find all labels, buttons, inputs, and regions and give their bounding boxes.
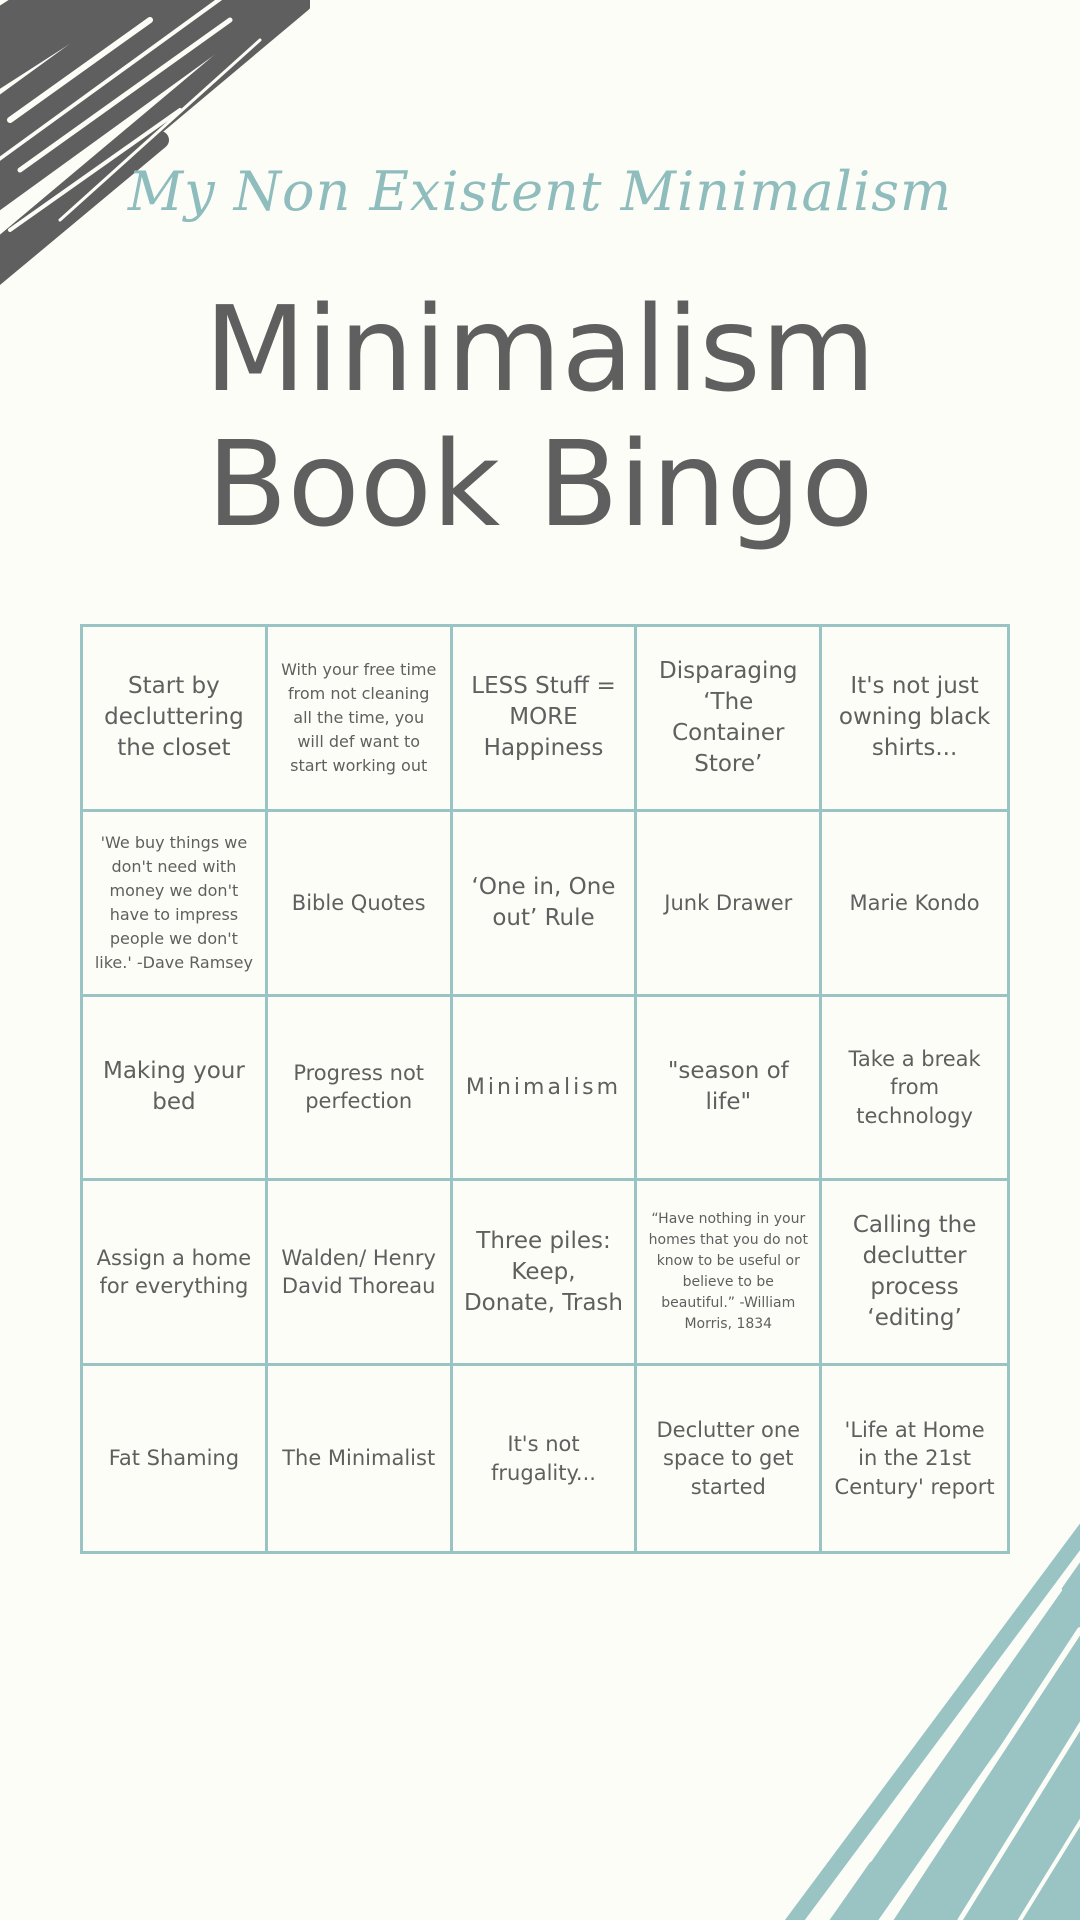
bingo-cell: Calling the declutter process ‘editing’ <box>822 1181 1007 1366</box>
bingo-cell: Marie Kondo <box>822 812 1007 997</box>
script-subtitle: My Non Existent Minimalism <box>127 160 953 223</box>
page-title-line2: Book Bingo <box>206 415 874 553</box>
page-title-line1: Minimalism <box>204 280 876 418</box>
bingo-cell: Minimalism <box>453 997 638 1182</box>
bingo-cell: Declutter one space to get started <box>637 1366 822 1551</box>
bingo-card <box>80 624 1010 1554</box>
bingo-cell: Three piles: Keep, Donate, Trash <box>453 1181 638 1366</box>
bingo-cell: LESS Stuff = MORE Happiness <box>453 627 638 812</box>
bingo-cell: "season of life" <box>637 997 822 1182</box>
bingo-cell: ‘One in, One out’ Rule <box>453 812 638 997</box>
bingo-cell: It's not frugality... <box>453 1366 638 1551</box>
bingo-cell: Progress not perfection <box>268 997 453 1182</box>
bingo-cell: Making your bed <box>83 997 268 1182</box>
gray-brush-strokes-decoration <box>0 0 310 300</box>
bingo-cell: The Minimalist <box>268 1366 453 1551</box>
bingo-cell: Start by decluttering the closet <box>83 627 268 812</box>
bingo-cell: 'Life at Home in the 21st Century' report <box>834 1418 995 1499</box>
bingo-cell: Fat Shaming <box>83 1366 268 1551</box>
bingo-cell: With your free time from not cleaning all the time, you will def want to start working out <box>268 627 453 812</box>
bingo-cell: Take a break from technology <box>822 997 1007 1182</box>
bingo-cell: Walden/ Henry David Thoreau <box>268 1181 453 1366</box>
bingo-cell: Bible Quotes <box>268 812 453 997</box>
teal-brush-strokes-decoration <box>660 1500 1080 1920</box>
bingo-cell: Junk Drawer <box>637 812 822 997</box>
bingo-cell: Disparaging ‘The Container Store’ <box>637 627 822 812</box>
bingo-cell: It's not just owning black shirts... <box>822 627 1007 812</box>
bingo-cell: Assign a home for everything <box>83 1181 268 1366</box>
bingo-cell: 'We buy things we don't need with money we don't have to impress people we don't like.' -Dave Ramsey <box>83 812 268 997</box>
bingo-cell: “Have nothing in your homes that you do not know to be useful or believe to be beautiful.” -William Morris, 1834 <box>637 1181 822 1366</box>
